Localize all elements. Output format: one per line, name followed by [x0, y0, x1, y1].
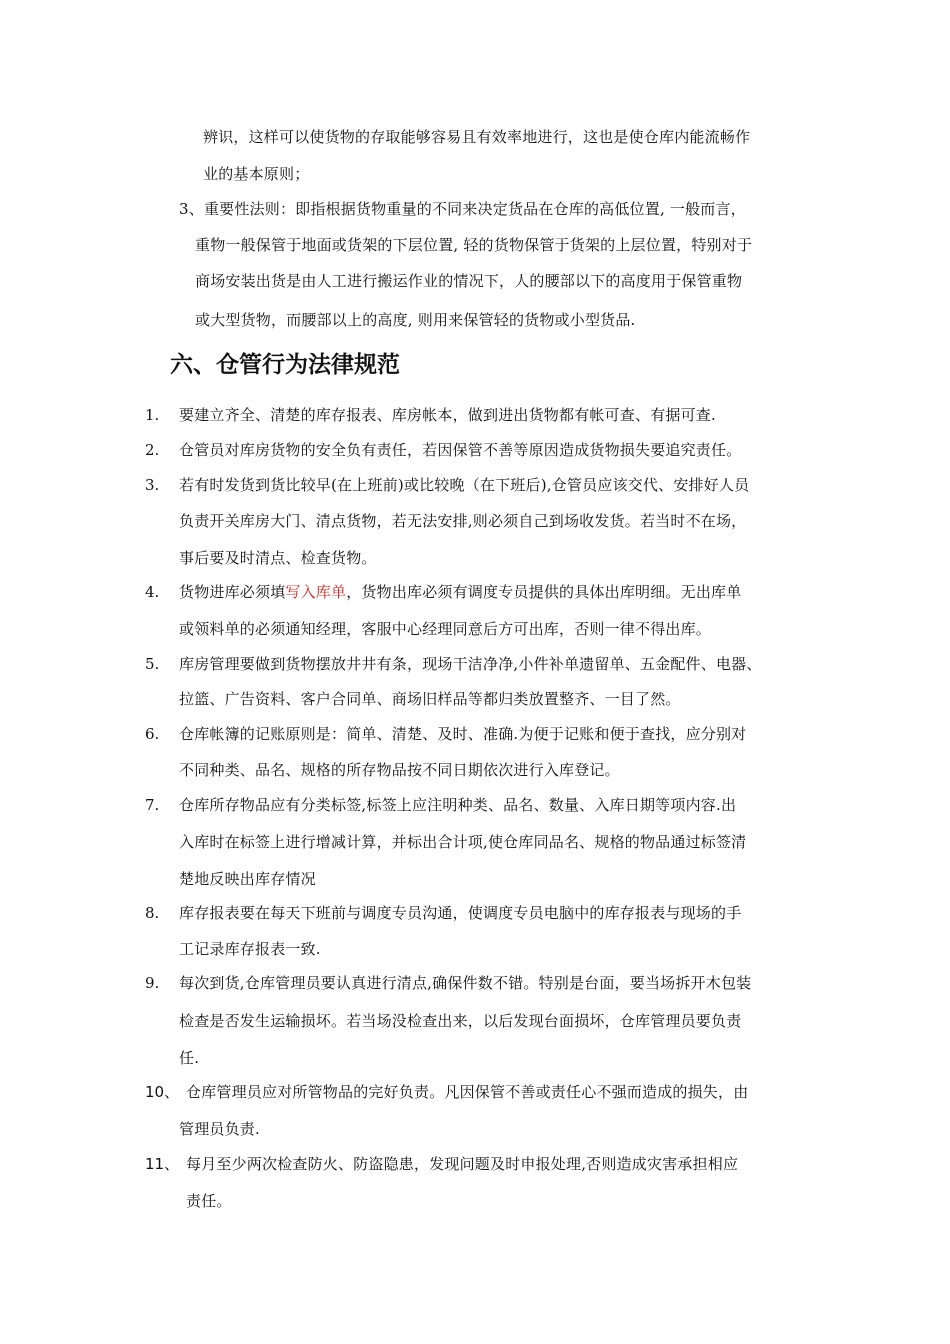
- intro-line: 3、重要性法则：即指根据货物重量的不同来决定货品在仓库的高低位置, 一般而言，: [179, 200, 746, 218]
- highlighted-term: 写入库单: [285, 583, 347, 601]
- list-item-line: 库房管理要做到货物摆放井井有条，现场干洁净净,小件补单遗留单、五金配件、电器、: [179, 655, 762, 673]
- list-number: 6.: [145, 725, 160, 743]
- list-number: 8.: [145, 904, 160, 922]
- list-item-line: 检查是否发生运输损坏。若当场没检查出来，以后发现台面损坏，仓库管理员要负责: [179, 1012, 742, 1030]
- list-item-line: 仓库帐簿的记账原则是：简单、清楚、及时、准确.为便于记账和便于查找，应分别对: [179, 725, 747, 743]
- list-item-line: 或领料单的必须通知经理，客服中心经理同意后方可出库，否则一律不得出库。: [179, 620, 712, 638]
- list-item-line: 仓库管理员应对所管物品的完好负责。凡因保管不善或责任心不强而造成的损失，由: [186, 1083, 749, 1101]
- list-item-line: 要建立齐全、清楚的库存报表、库房帐本，做到进出货物都有帐可查、有据可查.: [179, 406, 716, 424]
- intro-line: 重物一般保管于地面或货架的下层位置, 轻的货物保管于货架的上层位置，特别对于: [195, 236, 753, 254]
- list-item-line: 管理员负责.: [179, 1120, 260, 1138]
- list-item-line: 事后要及时清点、检查货物。: [179, 549, 377, 567]
- list-item-line: 不同种类、品名、规格的所存物品按不同日期依次进行入库登记。: [179, 761, 620, 779]
- list-item-line: 每次到货,仓库管理员要认真进行清点,确保件数不错。特别是台面，要当场拆开木包装: [179, 974, 752, 992]
- list-item-line: 仓库所存物品应有分类标签,标签上应注明种类、品名、数量、入库日期等项内容.出: [179, 796, 737, 814]
- list-item-line: 责任。: [186, 1192, 232, 1210]
- list-item-line: 入库时在标签上进行增减计算，并标出合计项,使仓库同品名、规格的物品通过标签清: [179, 833, 747, 851]
- list-item-line: 仓管员对库房货物的安全负有责任，若因保管不善等原因造成货物损失要追究责任。: [179, 441, 742, 459]
- list-number: 7.: [145, 796, 160, 814]
- list-item-line: [179, 582, 741, 602]
- list-item-line: 楚地反映出库存情况: [179, 870, 316, 888]
- list-item-line: 工记录库存报表一致.: [179, 940, 321, 958]
- list-number: 5.: [145, 655, 160, 673]
- list-item-line: 若有时发货到货比较早(在上班前)或比较晚（在下班后),仓管员应该交代、安排好人员: [179, 476, 750, 494]
- list-number: 11、: [145, 1155, 180, 1173]
- intro-line: 商场安装出货是由人工进行搬运作业的情况下，人的腰部以下的高度用于保管重物: [195, 272, 743, 290]
- intro-line: 或大型货物，而腰部以上的高度, 则用来保管轻的货物或小型货品.: [195, 311, 636, 329]
- list-item-line: 负责开关库房大门、清点货物，若无法安排,则必须自己到场收发货。若当时不在场，: [179, 512, 747, 530]
- intro-line: 辨识，这样可以使货物的存取能够容易且有效率地进行，这也是使仓库内能流畅作: [203, 128, 751, 146]
- list-item-line: 任.: [179, 1049, 200, 1067]
- item-text: ，货物出库必须有调度专员提供的具体出库明细。无出库单: [346, 583, 742, 601]
- list-number: 9.: [145, 974, 160, 992]
- list-number: 3.: [145, 476, 160, 494]
- section-heading: 六、仓管行为法律规范: [170, 352, 400, 378]
- intro-line: 业的基本原则；: [203, 165, 310, 183]
- list-number: 10、: [145, 1083, 180, 1101]
- list-item-line: 拉篮、广告资料、客户合同单、商场旧样品等都归类放置整齐、一目了然。: [179, 690, 681, 708]
- list-item-line: 每月至少两次检查防火、防盗隐患，发现问题及时申报处理,否则造成灾害承担相应: [186, 1155, 739, 1173]
- list-number: 4.: [145, 583, 160, 601]
- list-number: 2.: [145, 441, 160, 459]
- list-item-line: 库存报表要在每天下班前与调度专员沟通，使调度专员电脑中的库存报表与现场的手: [179, 904, 742, 922]
- list-number: 1.: [145, 406, 160, 424]
- item-text: 货物进库必须填: [179, 583, 286, 601]
